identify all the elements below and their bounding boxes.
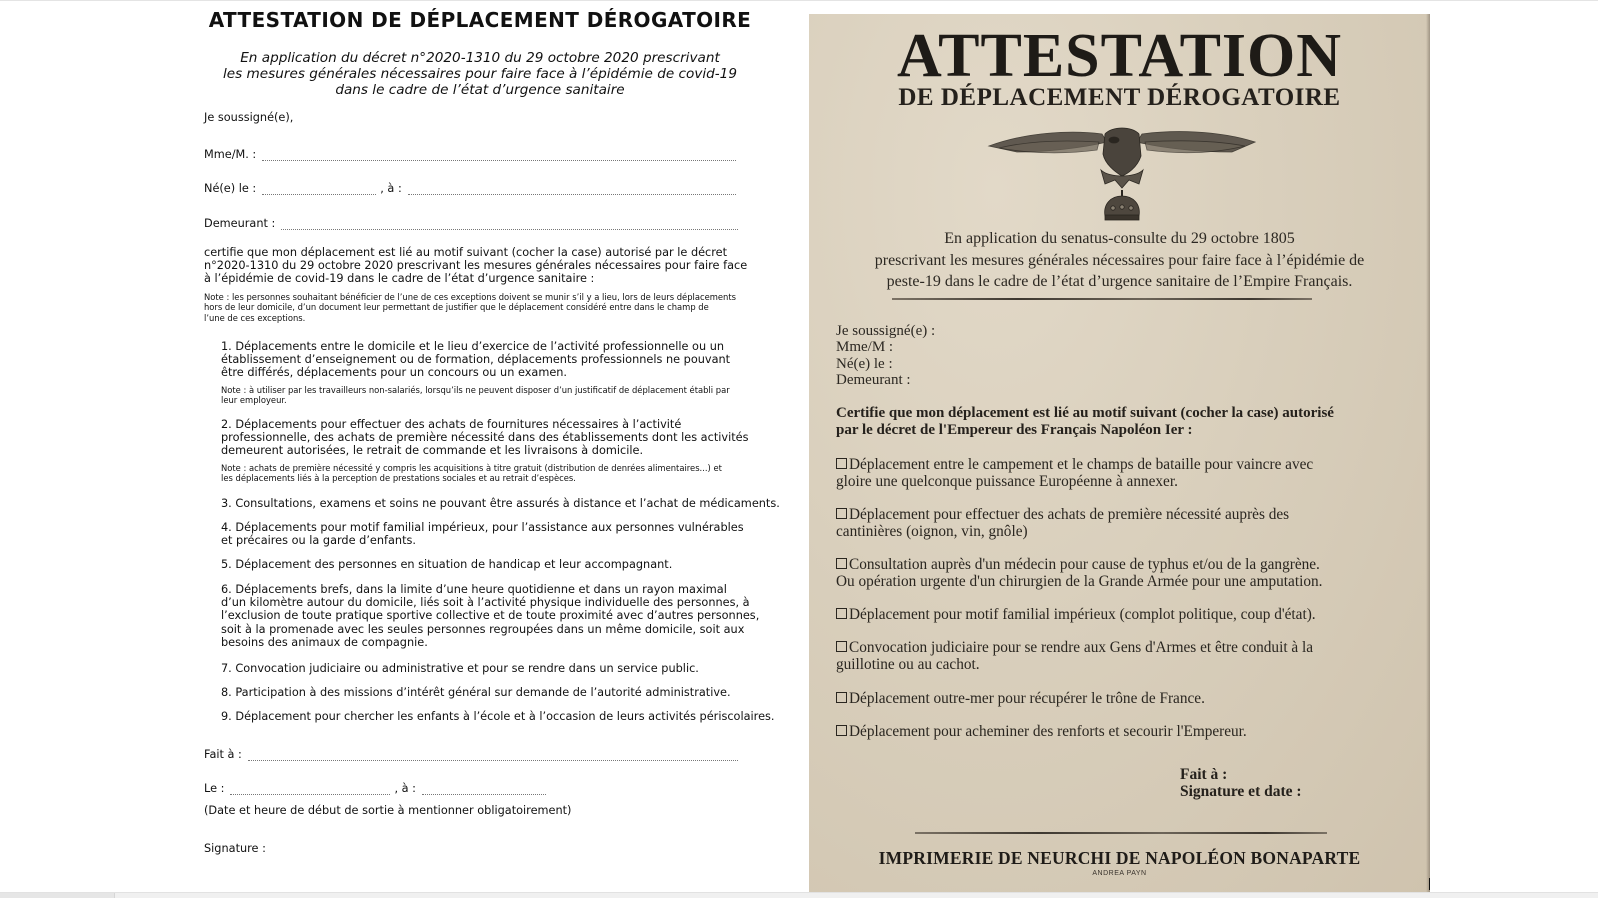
time-label: , à :	[394, 782, 416, 795]
official-attestation-form	[0, 0, 790, 892]
reason-line: 2. Déplacements pour effectuer des achats de fournitures nécessaires à l’activité	[221, 418, 682, 431]
parody-subtitle-title: DE DÉPLACEMENT DÉROGATOIRE	[898, 84, 1341, 111]
parody-option-3[interactable]	[836, 556, 1322, 590]
note-line: les déplacements liés à la perception de prestations sociales et au retrait d’espèces.	[221, 473, 576, 484]
subtitle-line: les mesures générales nécessaires pour faire face à l’épidémie de covid-19	[223, 66, 737, 82]
crown-icon	[1105, 190, 1140, 220]
birth-field[interactable]	[204, 182, 736, 195]
reason-item-2[interactable]	[221, 418, 748, 458]
reason-note-1	[221, 385, 730, 406]
identity-line: Demeurant :	[836, 372, 911, 389]
reason-item-8[interactable]	[221, 686, 731, 699]
option-line: gloire une quelconque puissance Européenne à annexer.	[836, 473, 1178, 490]
parody-option-7[interactable]	[836, 723, 1247, 740]
sign-line: Fait à :	[1180, 766, 1228, 783]
parody-subtitle-line: peste-19 dans le cadre de l’état d’urgence sanitaire de l’Empire Français.	[886, 273, 1353, 290]
date-label: Le :	[204, 782, 225, 795]
parody-option-2[interactable]	[836, 506, 1289, 540]
reason-item-7[interactable]	[221, 662, 699, 675]
eagle-icon	[989, 128, 1255, 188]
birth-date-input-line[interactable]	[262, 185, 376, 195]
parody-signature-block	[1180, 766, 1302, 800]
certify-line: Certifie que mon déplacement est lié au motif suivant (cocher la case) autorisé	[836, 405, 1334, 421]
note-line: l’une de ces exceptions.	[204, 312, 306, 323]
napoleon-parody-attestation	[809, 14, 1430, 892]
checkbox[interactable]	[836, 641, 847, 652]
address-field[interactable]	[204, 217, 738, 230]
reason-item-4[interactable]	[221, 521, 744, 547]
form-subtitle	[200, 50, 760, 98]
reason-item-6[interactable]	[221, 583, 759, 649]
option-line: Convocation judiciaire pour se rendre aux Gens d'Armes et être conduit à la	[849, 639, 1314, 656]
option-line: Déplacement entre le campement et le champs de bataille pour vaincre avec	[849, 456, 1314, 473]
note-line: Note : à utiliser par les travailleurs non-salariés, lorsqu’ils ne peuvent disposer d’un justificatif de déplacement établi par	[221, 385, 730, 395]
identity-line: Né(e) le :	[836, 355, 893, 372]
parody-certify-text	[836, 405, 1334, 439]
name-label: Mme/M. :	[204, 148, 257, 161]
reason-item-3[interactable]	[221, 497, 780, 510]
reason-line: être différés, déplacements pour un concours ou un examen.	[221, 366, 568, 380]
parody-title: ATTESTATION	[896, 22, 1343, 90]
birth-place-label: , à :	[380, 182, 402, 195]
reason-line: professionnelle, des achats de première nécessité dans des établissements dont les activités	[221, 431, 749, 445]
artist-credit: ANDREA PAYN	[1092, 870, 1147, 877]
option-line: Ou opération urgente d'un chirurgien de la Grande Armée pour une amputation.	[836, 573, 1323, 590]
checkbox[interactable]	[836, 608, 847, 619]
name-field[interactable]	[204, 148, 736, 161]
checkbox[interactable]	[836, 508, 847, 519]
option-line: guillotine ou au cachot.	[836, 656, 980, 673]
scrollbar-thumb[interactable]	[0, 893, 115, 898]
certify-line: certifie que mon déplacement est lié au motif suivant (cocher la case) autorisé par le décret	[204, 246, 728, 259]
reason-line: l’exclusion de toute pratique sportive collective et de toute proximité avec d’autres personnes,	[221, 609, 760, 623]
intro-text: Je soussigné(e),	[204, 111, 294, 124]
reason-line: 9. Déplacement pour chercher les enfants à l’école et à l’occasion de leurs activités périscolaires.	[221, 710, 775, 723]
divider-rule	[892, 298, 1312, 300]
reason-line: 6. Déplacements brefs, dans la limite d’une heure quotidienne et dans un rayon maximal	[221, 583, 727, 596]
option-line: Déplacement pour motif familial impérieux (complot politique, coup d'état).	[849, 606, 1316, 623]
reason-line: soit à la promenade avec les seules personnes regroupées dans un même domicile, soit aux	[221, 622, 745, 636]
reason-line: 1. Déplacements entre le domicile et le lieu d’exercice de l’activité professionnelle ou un	[221, 340, 725, 353]
name-input-line[interactable]	[262, 151, 736, 161]
reason-line: besoins des animaux de compagnie.	[221, 635, 428, 649]
reason-line: 5. Déplacement des personnes en situation de handicap et leur accompagnant.	[221, 558, 673, 571]
sign-line: Signature et date :	[1180, 783, 1302, 800]
option-line: Déplacement pour effectuer des achats de première nécessité auprès des	[849, 506, 1290, 523]
parody-option-6[interactable]	[836, 690, 1205, 707]
reason-line: 4. Déplacements pour motif familial impérieux, pour l’assistance aux personnes vulnérables	[221, 521, 744, 534]
reason-line: d’un kilomètre autour du domicile, liés soit à l’activité physique individuelle des personnes, à	[221, 596, 750, 610]
address-label: Demeurant :	[204, 217, 276, 230]
reason-item-5[interactable]	[221, 558, 672, 571]
footer-divider-rule	[915, 832, 1327, 834]
subtitle-line: En application du décret n°2020-1310 du 29 octobre 2020 prescrivant	[240, 50, 720, 66]
note-line: hors de leur domicile, d’un document leur permettant de justifier que le déplacement considéré entre dans le champ de	[204, 302, 709, 313]
option-line: cantinières (oignon, vin, gnôle)	[836, 523, 1028, 540]
reason-item-1[interactable]	[221, 340, 730, 380]
date-time-field[interactable]	[204, 782, 546, 795]
reason-line: demeurent autorisées, le retrait de commande et les livraisons à domicile.	[221, 444, 644, 458]
form-title: ATTESTATION DE DÉPLACEMENT DÉROGATOIRE	[208, 8, 752, 32]
note-line: leur employeur.	[221, 395, 287, 406]
time-input-line[interactable]	[422, 785, 546, 795]
imprint-line: IMPRIMERIE DE NEURCHI DE NAPOLÉON BONAPARTE	[878, 848, 1361, 868]
date-note: (Date et heure de début de sortie à mentionner obligatoirement)	[204, 804, 572, 817]
parody-option-4[interactable]	[836, 606, 1316, 623]
checkbox[interactable]	[836, 725, 847, 736]
parody-subtitle-line: En application du senatus-consulte du 29 octobre 1805	[944, 230, 1295, 247]
checkbox[interactable]	[836, 692, 847, 703]
option-line: Déplacement outre-mer pour récupérer le trône de France.	[849, 690, 1205, 707]
identity-line: Je soussigné(e) :	[836, 323, 936, 339]
certify-line: n°2020-1310 du 29 octobre 2020 prescrivant les mesures générales nécessaires pour faire face	[204, 259, 748, 272]
note-line: Note : achats de première nécessité y compris les acquisitions à titre gratuit (distribution de denrées alimentaires...) et	[221, 463, 722, 473]
reason-line: 7. Convocation judiciaire ou administrative et pour se rendre dans un service public.	[221, 662, 699, 675]
reason-line: 3. Consultations, examens et soins ne pouvant être assurés à distance et l’achat de médicaments.	[221, 497, 780, 510]
made-at-field[interactable]	[204, 748, 738, 761]
text-cursor	[1429, 878, 1430, 890]
certify-text	[204, 246, 747, 285]
made-at-input-line[interactable]	[248, 751, 738, 761]
certify-line: à l’épidémie de covid-19 dans le cadre de l’état d’urgence sanitaire :	[204, 272, 595, 285]
made-at-label: Fait à :	[204, 748, 242, 761]
reason-line: et précaires ou la garde d’enfants.	[221, 534, 416, 548]
certify-line: par le décret de l'Empereur des Français Napoléon Ier :	[836, 422, 1193, 438]
date-input-line[interactable]	[230, 785, 390, 795]
identity-line: Mme/M :	[836, 339, 894, 356]
imperial-emblem	[987, 112, 1257, 224]
parody-option-5[interactable]	[836, 639, 1313, 673]
reason-line: 8. Participation à des missions d’intérêt général sur demande de l’autorité administrative.	[221, 686, 731, 699]
address-input-line[interactable]	[281, 220, 738, 230]
parody-option-1[interactable]	[836, 456, 1313, 490]
parody-subtitle-line: prescrivant les mesures générales nécessaires pour faire face à l’épidémie de	[874, 251, 1365, 269]
general-note	[204, 292, 736, 323]
parody-identity-block	[836, 323, 935, 389]
reason-line: établissement d’enseignement ou de formation, déplacements professionnels ne pouvant	[221, 353, 731, 367]
note-line: Note : les personnes souhaitant bénéficier de l’une de ces exceptions doivent se munir s’il y a lieu, lors de leurs déplacements	[204, 292, 736, 302]
reason-item-9[interactable]	[221, 710, 775, 723]
birth-place-input-line[interactable]	[408, 185, 736, 195]
subtitle-line: dans le cadre de l’état d’urgence sanitaire	[335, 82, 625, 98]
checkbox[interactable]	[836, 558, 847, 569]
reason-note-2	[221, 463, 722, 484]
option-line: Déplacement pour acheminer des renforts et secourir l'Empereur.	[849, 723, 1247, 740]
birth-date-label: Né(e) le :	[204, 182, 257, 195]
option-line: Consultation auprès d'un médecin pour cause de typhus et/ou de la gangrène.	[849, 556, 1320, 573]
parody-decree-subtitle	[809, 228, 1430, 293]
checkbox[interactable]	[836, 458, 847, 469]
bottom-scrollbar[interactable]	[0, 892, 1598, 898]
signature-label: Signature :	[204, 842, 266, 855]
